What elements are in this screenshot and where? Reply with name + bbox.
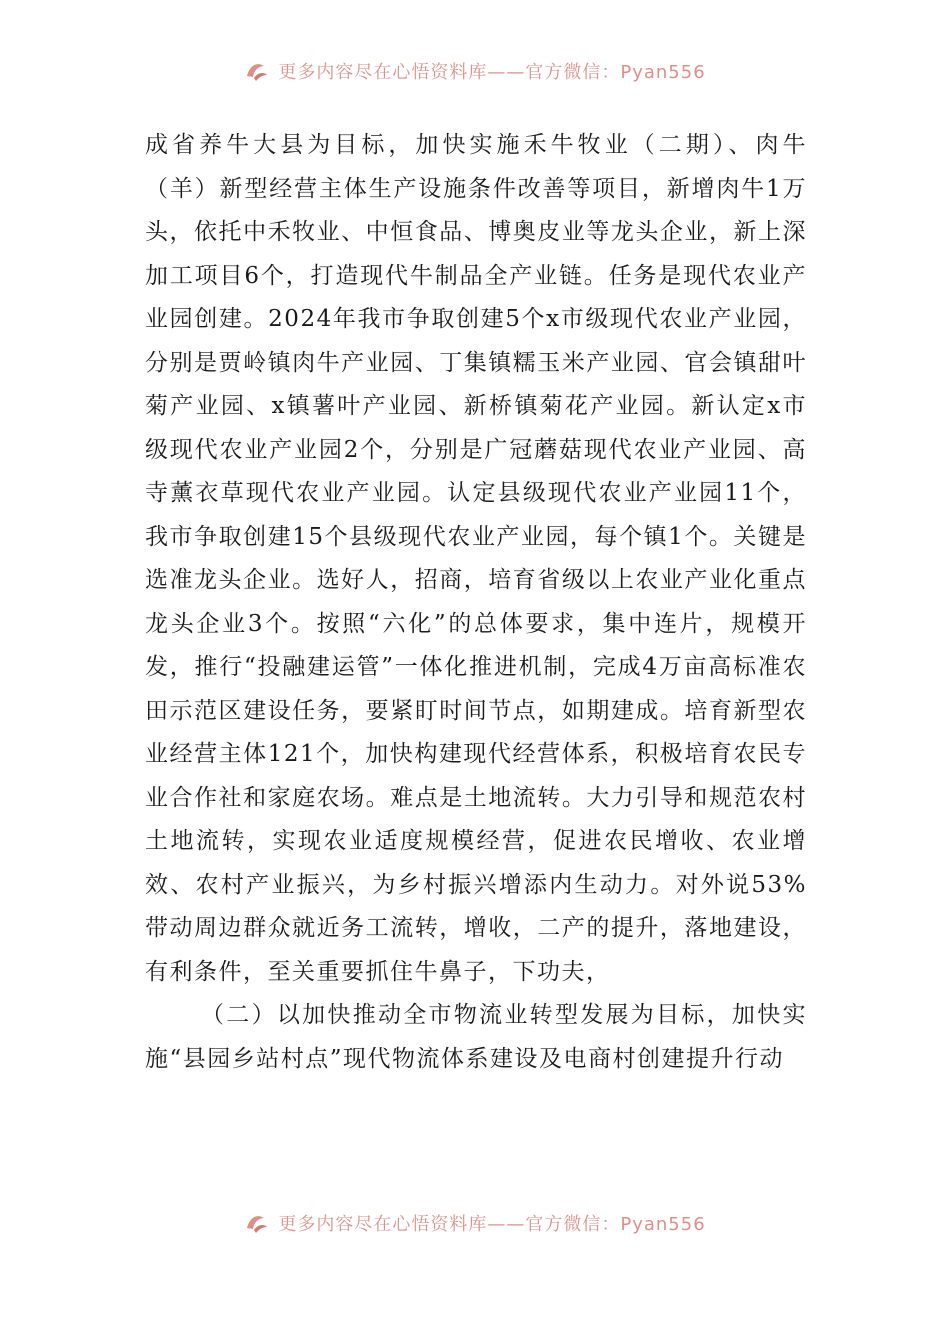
paragraph-1: 成省养牛大县为目标，加快实施禾牛牧业（二期）、肉牛（羊）新型经营主体生产设施条件改善等项目，新增肉牛1万头，依托中禾牧业、中恒食品、博奥皮业等龙头企业，新上深加工项目6个，打造现代牛制品全产业链。任务是现代农业产业园创建。2024年我市争取创建5个x市级现代农业产业园，分别是贾岭镇肉牛产业园、丁集镇糯玉米产业园、官会镇甜叶菊产业园、x镇薯叶产业园、新桥镇菊花产业园。新认定x市级现代农业产业园2个，分别是广冠蘑菇现代农业产业园、高寺薰衣草现代农业产业园。认定县级现代农业产业园11个，我市争取创建15个县级现代农业产业园，每个镇1个。关键是选准龙头企业。选好人，招商，培育省级以上农业产业化重点龙头企业3个。按照“六化”的总体要求，集中连片，规模开发，推行“投融建运管”一体化推进机制，完成4万亩高标准农田示范区建设任务，要紧盯时间节点，如期建成。培育新型农业经营主体121个，加快构建现代经营体系，积极培育农民专业合作社和家庭农场。难点是土地流转。大力引导和规范农村土地流转，实现农业适度规模经营，促进农民增收、农业增效、农村产业振兴，为乡村振兴增添内生动力。对外说53%带动周边群众就近务工流转，增收，二产的提升，落地建设，有利条件，至关重要抓住牛鼻子，下功夫， xyxy=(145,132,807,985)
footer-watermark-text: 更多内容尽在心悟资料库——官方微信：Pyan556 xyxy=(278,1214,706,1235)
brand-logo-icon xyxy=(244,1212,270,1234)
footer-watermark xyxy=(0,1208,950,1238)
brand-logo-icon xyxy=(244,60,270,82)
header-watermark xyxy=(0,56,950,86)
header-watermark-text: 更多内容尽在心悟资料库——官方微信：Pyan556 xyxy=(278,62,706,83)
section-heading-2: （二）以加快推动全市物流业转型发展为目标，加快实施“县园乡站村点”现代物流体系建设及电商村创建提升行动 xyxy=(145,1002,807,1072)
document-body xyxy=(145,124,807,1081)
